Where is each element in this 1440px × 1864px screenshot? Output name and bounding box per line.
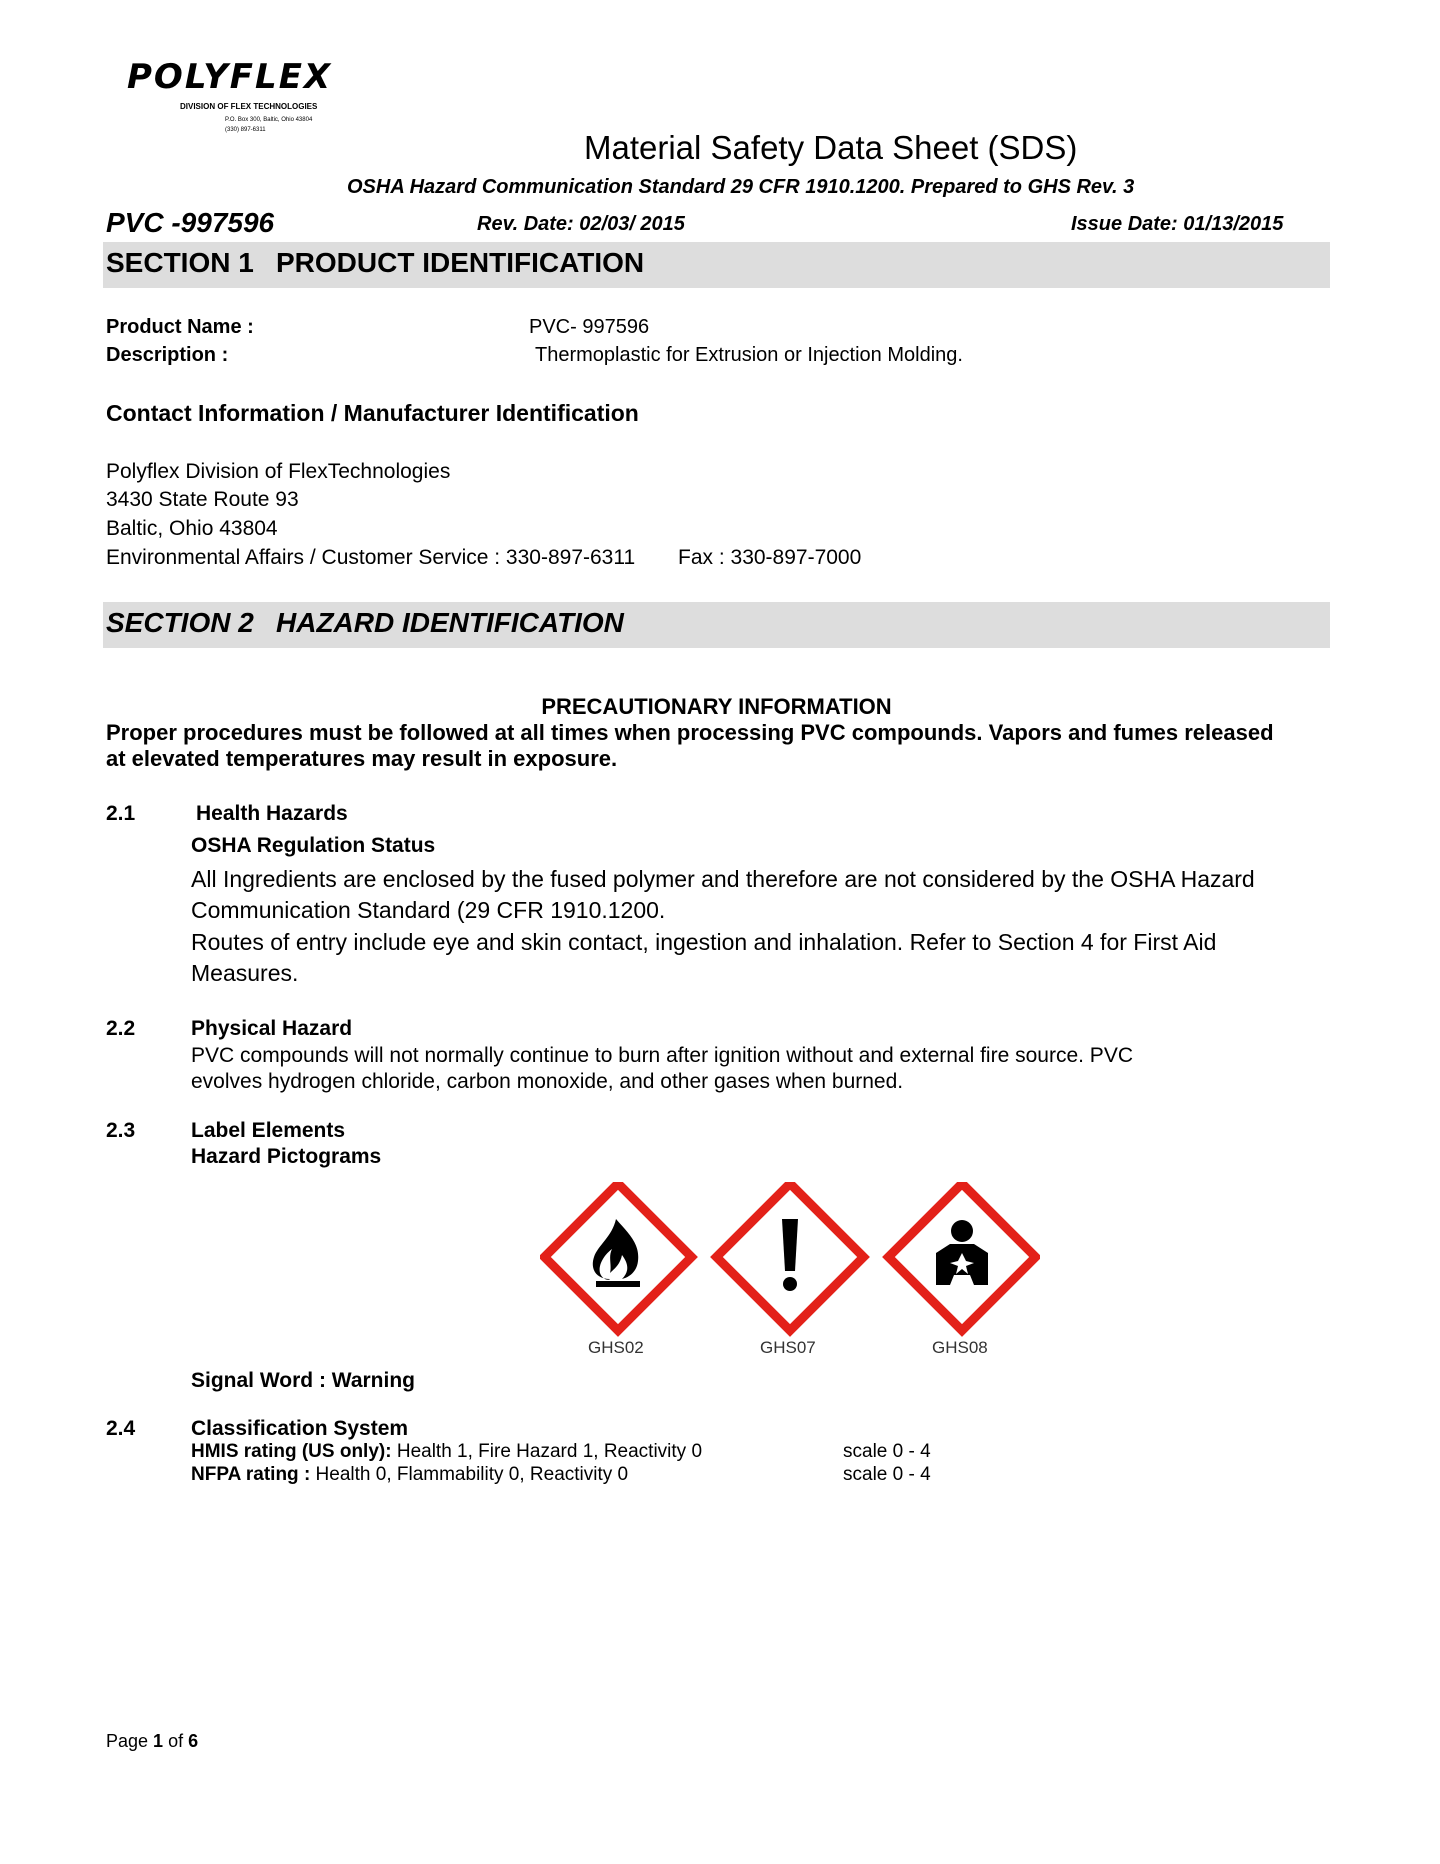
product-name-label: Product Name : [106,316,254,338]
page-number [106,1731,198,1752]
s21-title: Health Hazards [196,802,348,825]
ghs-label-2: GHS07 [760,1338,816,1357]
s22-line-2: evolves hydrogen chloride, carbon monoxide, and other gases when burned. [191,1070,904,1093]
nfpa-value: Health 0, Flammability 0, Reactivity 0 [310,1464,629,1485]
logo-address: P.O. Box 300, Baltic, Ohio 43804 [225,117,313,123]
hazard-pictograms [540,1182,1040,1337]
product-code: PVC -997596 [106,207,275,238]
nfpa-scale: scale 0 - 4 [843,1464,931,1485]
document-title: Material Safety Data Sheet (SDS) [584,129,1078,166]
s24-number: 2.4 [106,1417,136,1440]
s21-line-2: Communication Standard (29 CFR 1910.1200. [191,897,666,923]
s21-number: 2.1 [106,802,136,825]
company-street: 3430 State Route 93 [106,488,299,511]
section1-title: PRODUCT IDENTIFICATION [276,247,645,278]
s24-title: Classification System [191,1417,409,1440]
hmis-rating [191,1440,702,1463]
logo-division: DIVISION OF FLEX TECHNOLOGIES [180,102,318,111]
ghs-label-1: GHS02 [588,1338,644,1357]
page-of: of [163,1731,189,1751]
s21-subtitle: OSHA Regulation Status [191,834,436,857]
precaution-heading: PRECAUTIONARY INFORMATION [541,694,892,719]
s23-title: Label Elements [191,1119,346,1142]
s22-line-1: PVC compounds will not normally continue to burn after ignition without and external fire source. PVC [191,1044,1133,1067]
flame-icon [544,1183,691,1330]
page-total: 6 [188,1731,199,1751]
health-hazard-icon [888,1183,1035,1330]
description-label: Description : [106,344,229,366]
nfpa-rating [191,1463,628,1486]
hmis-label: HMIS rating (US only): [191,1441,392,1462]
contact-heading: Contact Information / Manufacturer Identification [106,400,639,426]
s22-title: Physical Hazard [191,1017,353,1040]
hmis-scale: scale 0 - 4 [843,1441,931,1462]
precaution-line-1: Proper procedures must be followed at all times when processing PVC compounds. Vapors and fumes released [106,720,1274,745]
s23-subtitle: Hazard Pictograms [191,1145,382,1168]
section1-number: SECTION 1 [106,247,254,278]
precaution-line-2: at elevated temperatures may result in exposure. [106,746,618,771]
logo-phone: (330) 897-6311 [225,127,266,133]
exclamation-icon [716,1183,863,1330]
s21-line-3: Routes of entry include eye and skin contact, ingestion and inhalation. Refer to Section 4 for First Aid [191,929,1217,955]
s22-number: 2.2 [106,1017,136,1040]
hmis-value: Health 1, Fire Hazard 1, Reactivity 0 [391,1441,703,1462]
product-name-value: PVC- 997596 [529,316,650,338]
company-city: Baltic, Ohio 43804 [106,517,278,540]
signal-word: Signal Word : Warning [191,1369,415,1392]
fax-line: Fax : 330-897-7000 [678,546,862,569]
revision-date: Rev. Date: 02/03/ 2015 [477,213,685,235]
page-prefix: Page [106,1731,154,1751]
s23-number: 2.3 [106,1119,136,1142]
document-subtitle: OSHA Hazard Communication Standard 29 CFR 1910.1200. Prepared to GHS Rev. 3 [347,176,1135,198]
s21-line-1: All Ingredients are enclosed by the fused polymer and therefore are not considered by the OSHA Hazard [191,866,1255,892]
page-current: 1 [153,1731,164,1751]
s21-line-4: Measures. [191,960,299,986]
phone-line: Environmental Affairs / Customer Service : 330-897-6311 [106,546,636,569]
issue-date: Issue Date: 01/13/2015 [1071,213,1284,235]
section2-title: HAZARD IDENTIFICATION [276,607,624,638]
company-logo-wordmark: POLYFLEX [127,57,333,97]
nfpa-label: NFPA rating : [191,1464,311,1485]
company-name: Polyflex Division of FlexTechnologies [106,460,451,483]
description-value: Thermoplastic for Extrusion or Injection Molding. [535,344,963,366]
section2-number: SECTION 2 [106,607,254,638]
ghs-label-3: GHS08 [932,1338,988,1357]
